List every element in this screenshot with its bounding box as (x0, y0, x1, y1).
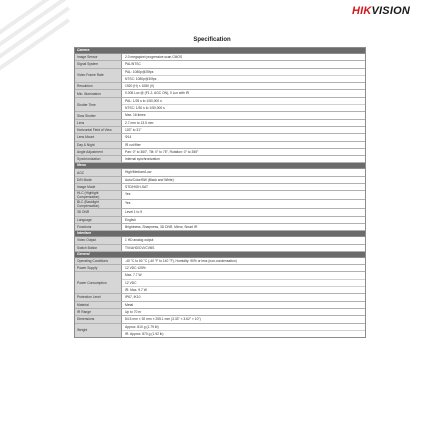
spec-values (122, 324, 365, 338)
spec-label: Operating Conditions (75, 258, 122, 264)
spec-values (122, 245, 365, 251)
spec-value: Yes (125, 192, 131, 197)
spec-value: Max. 16 times (125, 113, 146, 118)
spec-values (122, 177, 365, 183)
spec-values (122, 191, 365, 199)
spec-values (122, 149, 365, 155)
spec-values (122, 98, 365, 112)
table-row (75, 61, 365, 68)
spec-value: Yes (125, 201, 131, 206)
spec-value: Up to 70 m (125, 309, 142, 314)
spec-label: Dimensions (75, 316, 122, 322)
decorative-stripes (0, 0, 72, 72)
spec-value: Metal (125, 302, 134, 307)
table-row (75, 265, 365, 272)
table-row (75, 324, 365, 338)
table-row (75, 184, 365, 191)
table-row (75, 258, 365, 265)
table-row (75, 209, 365, 216)
spec-values (122, 120, 365, 126)
spec-table (74, 47, 366, 338)
spec-label: Image Mode (75, 184, 122, 190)
table-row (75, 120, 365, 127)
spec-value: Auto/Color/BW (Black and White) (125, 177, 174, 182)
spec-values (122, 224, 365, 230)
spec-label: Min. Illumination (75, 90, 122, 96)
spec-label: HLC (Highlight Compensation) (75, 191, 122, 199)
spec-value: NTSC: 1080p@30fps (125, 76, 157, 81)
spec-values (122, 112, 365, 118)
spec-values (122, 265, 365, 271)
section-header: Interface (75, 231, 365, 237)
spec-value: PAL/NTSC (125, 62, 141, 67)
spec-values (122, 258, 365, 264)
spec-label: Language (75, 217, 122, 223)
spec-value: 1920 (H) × 1080 (V) (125, 84, 155, 89)
spec-values (122, 54, 365, 60)
spec-value: 103° to 31° (125, 127, 142, 132)
spec-label: Switch Button (75, 245, 122, 251)
table-row (75, 224, 365, 231)
table-row (75, 272, 365, 294)
table-row (75, 98, 365, 113)
spec-values (122, 169, 365, 175)
spec-value: English (125, 217, 136, 222)
spec-label: Resolution (75, 83, 122, 89)
table-row (75, 149, 365, 156)
table-row (75, 294, 365, 301)
table-row (75, 156, 365, 163)
page-title: Specification (193, 37, 231, 43)
table-row (75, 169, 365, 176)
table-row (75, 177, 365, 184)
spec-label: Horizontal Field of View (75, 127, 122, 133)
spec-value: TVI/AHD/CVI/CVBS (125, 245, 155, 250)
table-row (75, 142, 365, 149)
spec-values (122, 309, 365, 315)
spec-values (122, 134, 365, 140)
spec-value: Φ14 (125, 135, 132, 140)
spec-values (122, 142, 365, 148)
spec-value: Level 1 to 9 (125, 210, 143, 215)
spec-label: AGC (75, 169, 122, 175)
table-row (75, 69, 365, 84)
spec-value: 12 VDC (122, 280, 365, 287)
spec-values (122, 200, 365, 208)
spec-value: IP67, IK10 (125, 295, 141, 300)
table-row (75, 83, 365, 90)
table-row (75, 134, 365, 141)
spec-value: IR cut filter (125, 142, 141, 147)
spec-label: Slow Shutter (75, 112, 122, 118)
spec-value: 2.0 megapixel progressive scan CMOS (125, 55, 183, 59)
spec-values (122, 294, 365, 300)
table-row (75, 54, 365, 61)
table-row (75, 309, 365, 316)
table-row (75, 90, 365, 97)
section-header: Camera (75, 48, 365, 54)
table-row (75, 316, 365, 323)
spec-label: D/N Mode (75, 177, 122, 183)
table-row (75, 217, 365, 224)
spec-label: Power Supply (75, 265, 122, 271)
spec-value: NTSC: 1/30 s to 1/50,000 s (125, 106, 165, 111)
spec-label: 3D DNR (75, 209, 122, 215)
spec-value: IR: Max. 9.7 W (125, 288, 147, 293)
spec-label: IR Range (75, 309, 122, 315)
spec-value: IR: Approx. 870 g (1.92 lb) (125, 331, 164, 336)
spec-label: Video Frame Rate (75, 69, 122, 83)
hikvision-logo: HIKVISION (351, 5, 410, 17)
spec-values (122, 156, 365, 162)
section-header: Menu (75, 163, 365, 169)
spec-value: STD/HIGH-SAT (125, 185, 149, 190)
spec-values (122, 61, 365, 67)
spec-value: Pan: 0° to 360°, Tilt: 0° to 75°, Rotation: 0° to 355° (125, 149, 199, 154)
spec-value: 84.5 mm × 92 mm × 255.1 mm (3.33" × 3.62" × 10") (125, 317, 201, 322)
spec-values (122, 302, 365, 308)
spec-label: Shutter Time (75, 98, 122, 112)
spec-value: High/Medium/Low (125, 170, 152, 175)
spec-value: PAL: 1080p@25fps (122, 69, 365, 76)
spec-label: Protection Level (75, 294, 122, 300)
spec-label: Material (75, 302, 122, 308)
spec-label: Signal System (75, 61, 122, 67)
spec-values (122, 69, 365, 83)
table-row (75, 191, 365, 200)
spec-value: Internal synchronization (125, 157, 160, 162)
spec-value: Brightness, Sharpness, 3D DNR, Mirror, Smart IR (125, 224, 198, 229)
spec-values (122, 83, 365, 89)
spec-values (122, 127, 365, 133)
table-row (75, 127, 365, 134)
spec-label: Video Output (75, 237, 122, 243)
spec-label: Functions (75, 224, 122, 230)
spec-value: Max. 7.7 W (122, 272, 365, 279)
spec-label: Image Sensor (75, 54, 122, 60)
spec-label: Lens (75, 120, 122, 126)
spec-value: 1 HD analog output (125, 238, 154, 243)
table-row (75, 302, 365, 309)
spec-values (122, 209, 365, 215)
spec-label: Lens Mount (75, 134, 122, 140)
spec-label: Synchronization (75, 156, 122, 162)
table-row (75, 245, 365, 252)
spec-value: 12 VDC ±25% (125, 266, 146, 271)
table-row (75, 200, 365, 209)
section-header: General (75, 252, 365, 258)
spec-label: Day & Night (75, 142, 122, 148)
spec-value: 0.005 Lux @ (F1.2, AGC ON), 0 Lux with IR (125, 91, 189, 96)
spec-value: PAL: 1/25 s to 1/50,000 s (122, 98, 365, 105)
spec-value: Approx. 810 g (1.79 lb) (122, 324, 365, 331)
spec-values (122, 90, 365, 96)
spec-value: 2.7 mm to 13.5 mm (125, 120, 154, 125)
spec-values (122, 217, 365, 223)
spec-label: BLC (Backlight Compensation) (75, 200, 122, 208)
spec-label: Power Consumption (75, 272, 122, 293)
table-row (75, 112, 365, 119)
spec-label: Angle Adjustment (75, 149, 122, 155)
spec-values (122, 237, 365, 243)
spec-values (122, 272, 365, 293)
table-row (75, 237, 365, 244)
spec-label: Weight (75, 324, 122, 338)
spec-value: -40 °C to 60 °C (-40 °F to 140 °F), Humidity: 90% or less (non-condensation) (125, 258, 237, 263)
spec-values (122, 184, 365, 190)
spec-values (122, 316, 365, 322)
